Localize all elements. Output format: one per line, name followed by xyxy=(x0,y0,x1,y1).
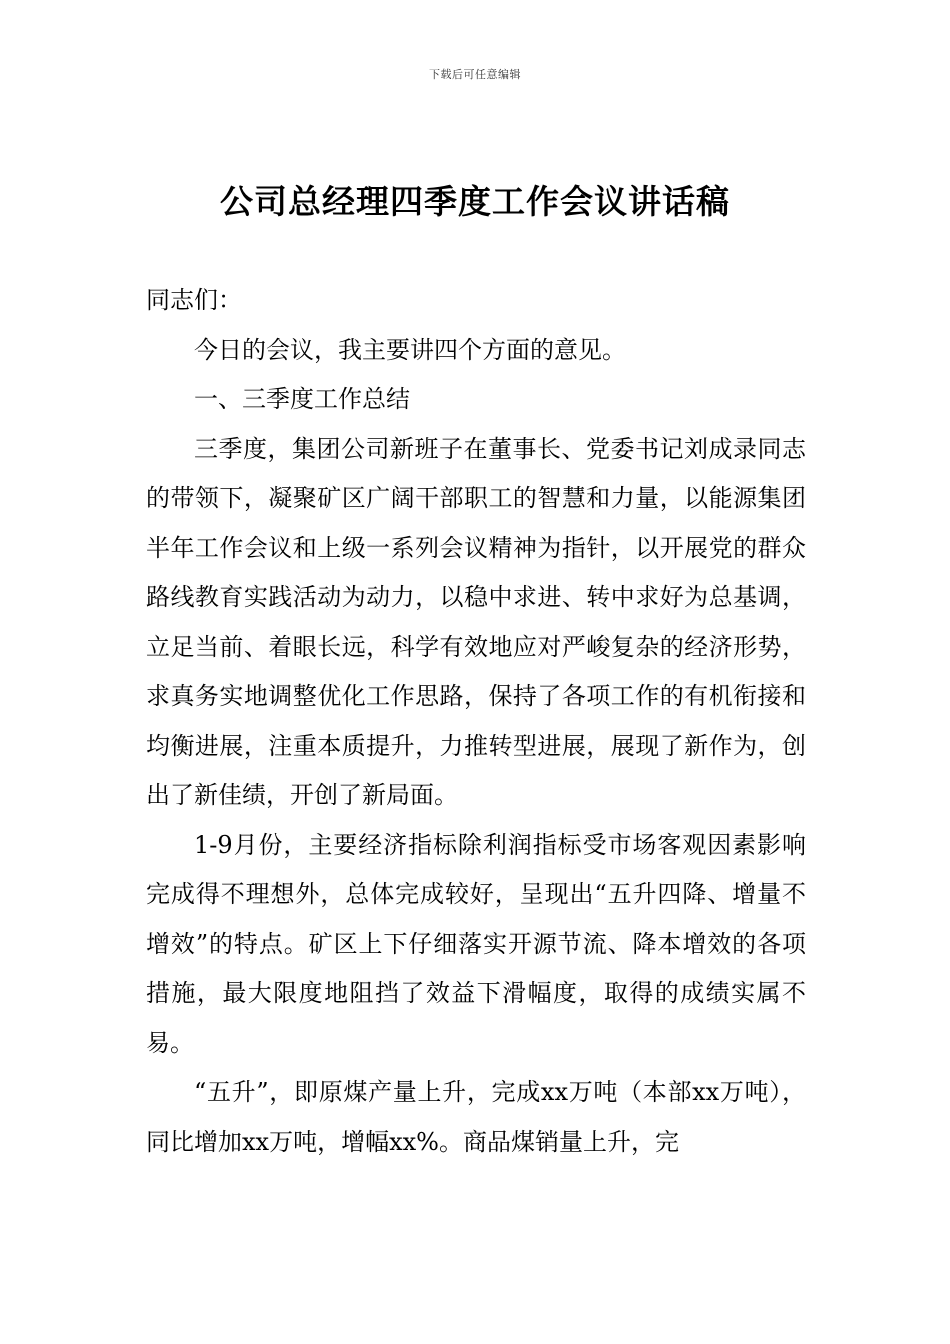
paragraph-intro: 今日的会议，我主要讲四个方面的意见。 xyxy=(194,335,626,364)
paragraph-economic-indicators: 1-9月份，主要经济指标除利润指标受市场客观因素影响完成得不理想外，总体完成较好，呈现出“五升四降、增量不增效”的特点。矿区上下仔细落实开源节流、降本增效的各项措施，最大限度地阻挡了效益下滑幅度，取得的成绩实属不易。 xyxy=(146,830,806,1057)
header-note: 下载后可任意编辑 xyxy=(429,68,521,81)
document-title: 公司总经理四季度工作会议讲话稿 xyxy=(220,182,730,221)
salutation: 同志们： xyxy=(146,286,242,314)
paragraph-five-rises: “五升”，即原煤产量上升，完成xx万吨（本部xx万吨），同比增加xx万吨，增幅xx%。商品煤销量上升，完 xyxy=(146,1078,806,1156)
section-heading-1: 一、三季度工作总结 xyxy=(194,385,410,413)
paragraph-q3-summary: 三季度，集团公司新班子在董事长、党委书记刘成录同志的带领下，凝聚矿区广阔干部职工的智慧和力量，以能源集团半年工作会议和上级一系列会议精神为指针，以开展党的群众路线教育实践活动为动力，以稳中求进、转中求好为总基调，立足当前、着眼长远，科学有效地应对严峻复杂的经济形势，求真务实地调整优化工作思路，保持了各项工作的有机衔接和均衡进展，注重本质提升，力推转型进展，展现了新作为，创出了新佳绩，开创了新局面。 xyxy=(146,434,806,809)
document-body xyxy=(146,276,806,1167)
